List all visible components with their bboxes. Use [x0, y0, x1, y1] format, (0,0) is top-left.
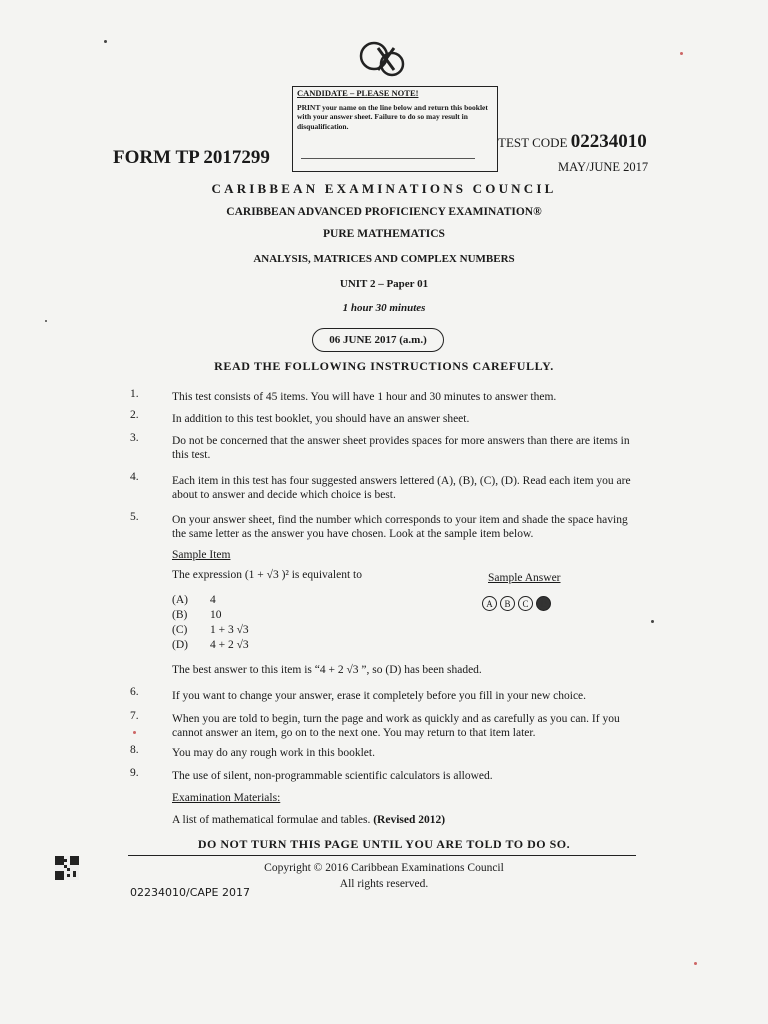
test-code-label: TEST CODE: [498, 135, 571, 150]
bubble-c: C: [518, 596, 533, 611]
copyright-line: Copyright © 2016 Caribbean Examinations Council: [264, 862, 504, 874]
option-text: 1 + 3 √3: [210, 624, 249, 636]
instruction-number: 7.: [130, 710, 139, 722]
sample-item-title: Sample Item: [172, 549, 231, 561]
scan-speck: [680, 52, 683, 55]
scan-speck: [45, 320, 47, 322]
scan-speck: [133, 731, 136, 734]
instruction-text: Do not be concerned that the answer sheet provides spaces for more answers than there are items in this test.: [172, 435, 630, 461]
sample-question: The expression (1 + √3 )² is equivalent to: [172, 569, 362, 581]
instruction-number: 8.: [130, 744, 139, 756]
unit-paper: UNIT 2 – Paper 01: [339, 278, 429, 290]
name-line[interactable]: [301, 158, 475, 159]
materials-revision: (Revised 2012): [373, 814, 446, 826]
option-text: 4 + 2 √3: [210, 639, 249, 651]
scan-speck: [694, 962, 697, 965]
option-text: 4: [210, 594, 216, 606]
materials-title: Examination Materials:: [172, 792, 281, 804]
instruction-number: 6.: [130, 686, 139, 698]
materials-item: A list of mathematical formulae and tables.: [172, 814, 374, 826]
bubble-a: A: [482, 596, 497, 611]
council-name: CARIBBEAN EXAMINATIONS COUNCIL: [211, 181, 557, 196]
do-not-turn-warning: DO NOT TURN THIS PAGE UNTIL YOU ARE TOLD TO DO SO.: [197, 837, 571, 851]
bubble-d-shaded: D: [536, 596, 551, 611]
instruction-number: 1.: [130, 388, 139, 400]
option-letter: (D): [172, 639, 188, 651]
test-code: [498, 131, 647, 153]
instruction-number: 2.: [130, 409, 139, 421]
materials-text: [172, 814, 445, 826]
instruction-number: 9.: [130, 767, 139, 779]
subject-name: PURE MATHEMATICS: [323, 228, 445, 240]
sample-answer-title: Sample Answer: [488, 572, 561, 584]
instruction-text: The use of silent, non-programmable scientific calculators is allowed.: [172, 770, 493, 782]
instruction-number: 3.: [130, 432, 139, 444]
notice-bold: PRINT: [297, 102, 321, 112]
instructions-heading: READ THE FOLLOWING INSTRUCTIONS CAREFULLY.: [214, 359, 554, 373]
rights-line: All rights reserved.: [339, 878, 429, 890]
instruction-text: On your answer sheet, find the number which corresponds to your item and shade the space having the same letter as the answer you have chosen. Look at the sample item below.: [172, 514, 628, 540]
copyright: [0, 860, 768, 892]
form-number: FORM TP 2017299: [113, 147, 270, 168]
option-letter: (B): [172, 609, 188, 621]
candidate-notice: [292, 86, 498, 172]
scan-speck: [104, 40, 107, 43]
instruction-number: 5.: [130, 511, 139, 523]
instruction-number: 4.: [130, 471, 139, 483]
cxc-logo-icon: [352, 38, 410, 82]
module-name: ANALYSIS, MATRICES AND COMPLEX NUMBERS: [253, 253, 515, 265]
option-letter: (C): [172, 624, 188, 636]
instruction-text: When you are told to begin, turn the page and work as quickly and as carefully as you can. If you cannot answer an item, go on to the next one. You may return to that item later.: [172, 713, 620, 739]
divider: [128, 855, 636, 856]
sample-best-answer: The best answer to this item is “4 + 2 √3 ”, so (D) has been shaded.: [172, 664, 482, 676]
option-text: 10: [210, 609, 222, 621]
instruction-text: This test consists of 45 items. You will have 1 hour and 30 minutes to answer them.: [172, 391, 557, 403]
exam-date: 06 JUNE 2017 (a.m.): [312, 328, 444, 352]
notice-title: CANDIDATE – PLEASE NOTE!: [297, 88, 419, 98]
exam-name: CARIBBEAN ADVANCED PROFICIENCY EXAMINATION®: [226, 206, 542, 218]
instruction-text: Each item in this test has four suggested answers lettered (A), (B), (C), (D). Read each item you are about to answer and decide which choice is best.: [172, 475, 631, 501]
notice-body: your name on the line below and return this booklet with your answer sheet. Failure to do so may result in disqualification.: [297, 102, 488, 131]
scan-speck: [651, 620, 654, 623]
exam-session: MAY/JUNE 2017: [558, 160, 649, 174]
instruction-text: In addition to this test booklet, you should have an answer sheet.: [172, 413, 470, 425]
qr-code-icon: [55, 856, 79, 880]
footer-code: 02234010/CAPE 2017: [130, 886, 250, 899]
test-code-value: 02234010: [570, 131, 647, 152]
answer-bubbles: [482, 594, 554, 612]
instruction-text: If you want to change your answer, erase it completely before you fill in your new choice.: [172, 690, 587, 702]
duration: 1 hour 30 minutes: [342, 302, 426, 314]
instruction-text: You may do any rough work in this booklet.: [172, 747, 375, 759]
option-letter: (A): [172, 594, 188, 606]
bubble-b: B: [500, 596, 515, 611]
